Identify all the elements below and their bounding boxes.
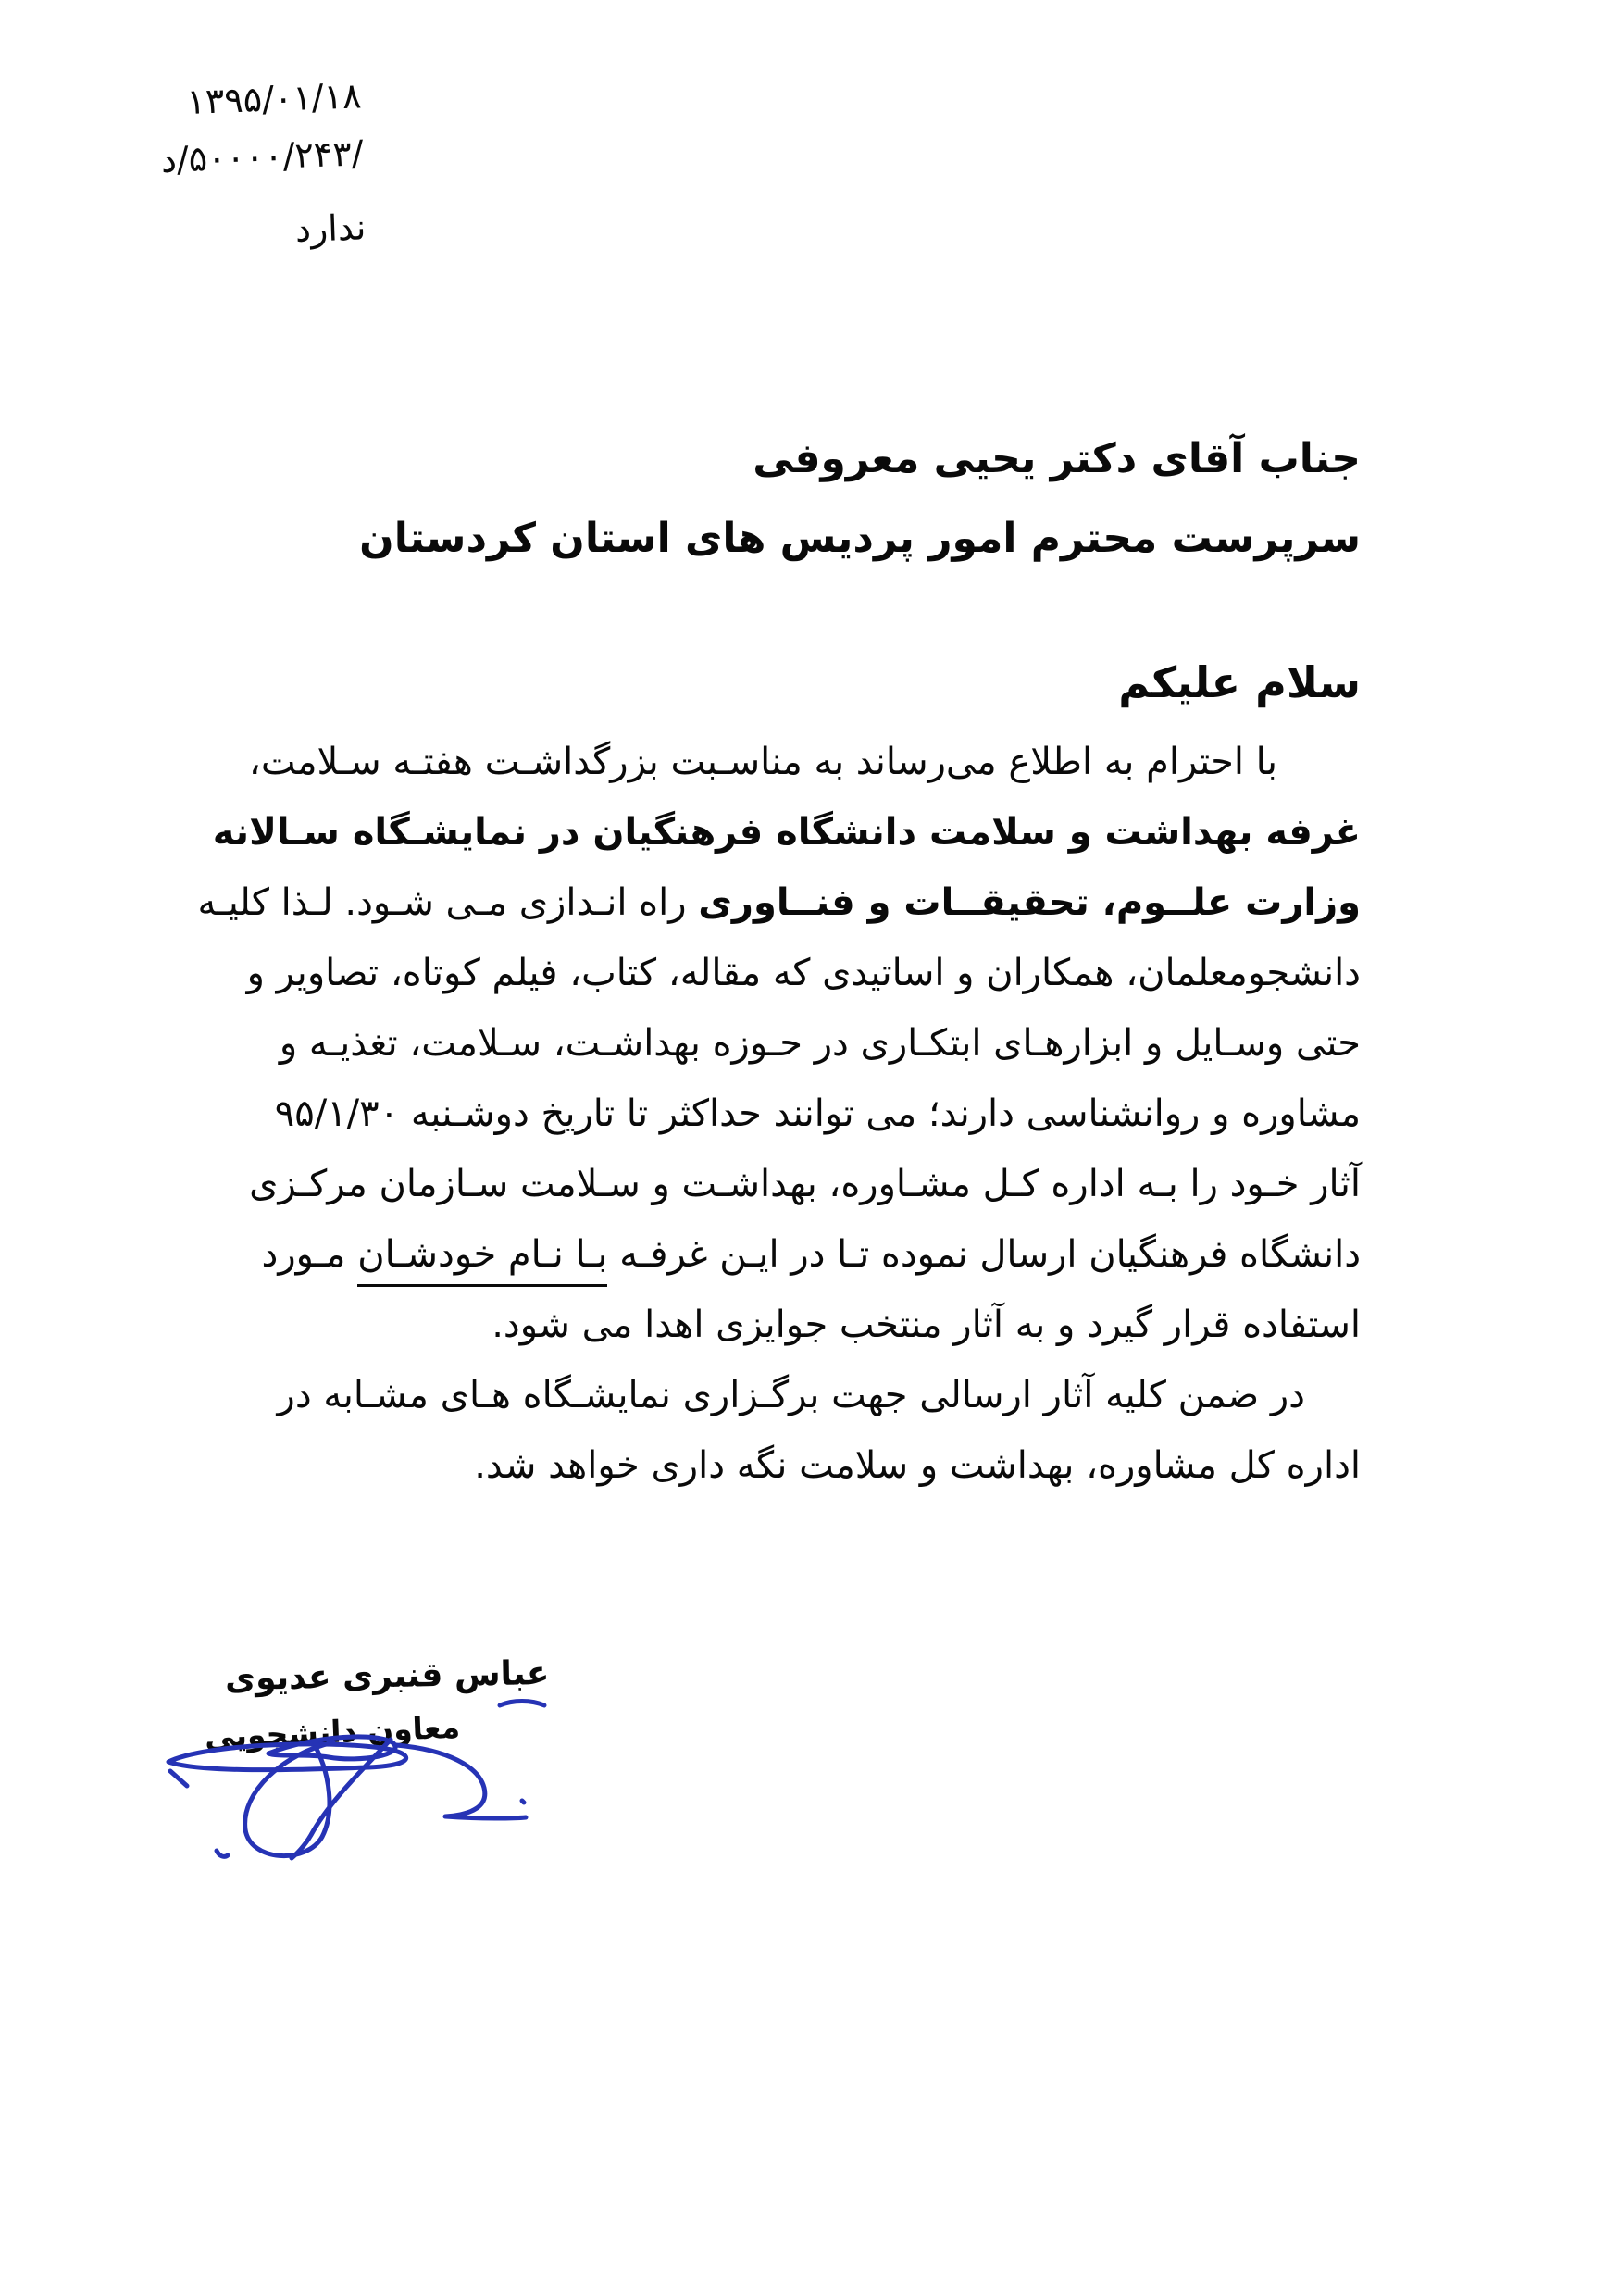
body-line-8-post: مـورد: [261, 1233, 358, 1276]
recipient-title-line: سرپرست محترم امور پردیس های استان کردستان: [359, 515, 1361, 562]
signatory-title: معاون دانشجویی: [204, 1708, 461, 1755]
body-line-7: آثار خـود را بـه اداره کـل مشـاوره، بهداشـت و سـلامت سـازمان مرکـزی: [249, 1163, 1361, 1205]
body-line-3: [197, 877, 1361, 929]
body-line-9: استفاده قرار گیرد و به آثار منتخب جوایزی اهدا می شود.: [492, 1304, 1361, 1346]
letter-date: ۱۳۹۵/۰۱/۱۸: [186, 75, 363, 122]
body-line-6: مشاوره و روانشناسی دارند؛ می توانند حداکثر تا تاریخ دوشـنبه ۹۵/۱/۳۰: [274, 1092, 1361, 1135]
body-line-8-pre: دانشگاه فرهنگیان ارسال نموده تـا در ایـن غرفـه: [607, 1233, 1361, 1276]
body-line-3-regular-segment: راه انـدازی مـی شـود. لـذا کلیـه: [197, 881, 699, 924]
letter-header: [158, 74, 367, 256]
salutation: سلام علیکم: [1118, 657, 1361, 707]
body-line-11: اداره کل مشاوره، بهداشت و سلامت نگه داری خواهد شد.: [474, 1444, 1361, 1487]
handwritten-signature-ink: [137, 1697, 572, 1878]
recipient-name-line: جناب آقای دکتر یحیی معروفی: [753, 435, 1361, 482]
body-line-10: در ضمن کلیه آثار ارسالی جهت برگـزاری نمایشـگاه هـای مشـابه در: [277, 1374, 1305, 1416]
body-line-4: دانشجومعلمان، همکاران و اساتیدی که مقاله، کتاب، فیلم کوتاه، تصاویر و: [246, 952, 1361, 994]
body-line-8-underlined-phrase: بـا نـام خودشـان: [357, 1233, 607, 1287]
signatory-name: عباس قنبری عدیوی: [224, 1653, 550, 1699]
letter-ref-number: د/۵۰۰۰۰/۲۴۳/: [160, 132, 365, 181]
body-line-2: غرفه بهداشت و سلامت دانشگاه فرهنگیان در نمایشـگاه سـالانه: [212, 811, 1361, 854]
body-line-5: حتی وسـایل و ابزارهـای ابتکـاری در حـوزه بهداشـت، سـلامت، تغذیـه و: [279, 1022, 1361, 1065]
body-line-8: [262, 1229, 1361, 1280]
body-line-3-bold-segment: وزارت علــوم، تحقیقــات و فنــاوری: [698, 881, 1361, 924]
letter-attachment-value: ندارد: [294, 206, 367, 250]
body-line-1: با احترام به اطلاع می‌رساند به مناسـبت بزرگداشـت هفتـه سـلامت،: [248, 741, 1277, 783]
